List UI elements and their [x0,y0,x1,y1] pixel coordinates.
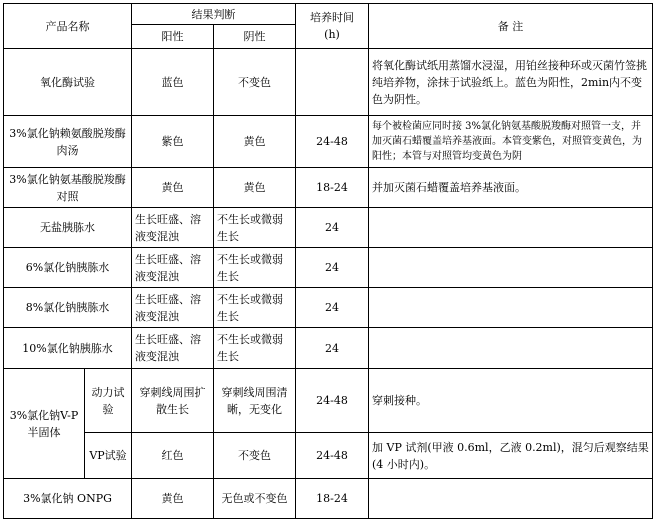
product-name: 氧化酶试验 [4,49,132,116]
positive-result: 黄色 [132,168,214,208]
table-row [4,288,653,328]
product-name: 10%氯化钠胰胨水 [4,328,132,369]
table-row [4,479,653,519]
negative-result: 黄色 [214,168,296,208]
negative-result: 不变色 [214,49,296,116]
incubation-time [296,49,369,116]
positive-result: 红色 [132,433,214,479]
incubation-time: 18-24 [296,168,369,208]
header-time-line2: (h) [324,28,340,41]
note: 穿刺接种。 [369,369,653,433]
note [369,208,653,248]
note [369,328,653,369]
product-name: 无盐胰胨水 [4,208,132,248]
product-name: 3%氯化钠氨基酸脱羧酶对照 [4,168,132,208]
incubation-time: 24-48 [296,369,369,433]
incubation-time: 24-48 [296,433,369,479]
negative-result: 黄色 [214,116,296,168]
negative-result: 不生长或微弱生长 [214,288,296,328]
negative-result: 不变色 [214,433,296,479]
product-name: 8%氯化钠胰胨水 [4,288,132,328]
incubation-time: 24 [296,248,369,288]
positive-result: 黄色 [132,479,214,519]
table-row [4,433,653,479]
negative-result: 穿刺线周围清晰，无变化 [214,369,296,433]
header-time-line1: 培养时间 [310,11,354,24]
header-time [296,4,369,49]
positive-result: 蓝色 [132,49,214,116]
note: 每个被检菌应同时接 3%氯化钠氨基酸脱羧酶对照管一支，并加灭菌石蜡覆盖培养基液面。本管变紫色，对照管变黄色，为阳性；本管与对照管均变黄色为阴 [369,116,653,168]
product-name: 3%氯化钠V-P半固体 [4,369,85,479]
header-positive: 阳性 [132,25,214,49]
header-row [4,4,653,25]
incubation-time: 18-24 [296,479,369,519]
incubation-time: 24 [296,328,369,369]
positive-result: 生长旺盛、溶液变混浊 [132,328,214,369]
note: 将氧化酶试纸用蒸馏水浸湿，用铂丝接种环或灭菌竹签挑纯培养物，涂抹于试验纸上。蓝色为阳性，2min内不变色为阴性。 [369,49,653,116]
table-row [4,248,653,288]
table-row [4,49,653,116]
sub-test-name: VP试验 [85,433,132,479]
header-result: 结果判断 [132,4,296,25]
incubation-time: 24 [296,208,369,248]
note: 并加灭菌石蜡覆盖培养基液面。 [369,168,653,208]
positive-result: 紫色 [132,116,214,168]
note [369,479,653,519]
note [369,288,653,328]
negative-result: 无色或不变色 [214,479,296,519]
note [369,248,653,288]
positive-result: 生长旺盛、溶液变混浊 [132,288,214,328]
table-row [4,328,653,369]
positive-result: 穿刺线周围扩散生长 [132,369,214,433]
table-row [4,369,653,433]
negative-result: 不生长或微弱生长 [214,328,296,369]
product-name: 3%氯化钠 ONPG [4,479,132,519]
header-product: 产品名称 [4,4,132,49]
note: 加 VP 试剂(甲液 0.6ml，乙液 0.2ml)，混匀后观察结果(4 小时内)。 [369,433,653,479]
table-row [4,208,653,248]
product-name: 6%氯化钠胰胨水 [4,248,132,288]
test-results-table [3,3,653,519]
positive-result: 生长旺盛、溶液变混浊 [132,248,214,288]
positive-result: 生长旺盛、溶液变混浊 [132,208,214,248]
sub-test-name: 动力试验 [85,369,132,433]
incubation-time: 24-48 [296,116,369,168]
header-negative: 阴性 [214,25,296,49]
product-name: 3%氯化钠赖氨酸脱羧酶肉汤 [4,116,132,168]
table-row [4,116,653,168]
negative-result: 不生长或微弱生长 [214,248,296,288]
table-row [4,168,653,208]
incubation-time: 24 [296,288,369,328]
header-note: 备 注 [369,4,653,49]
negative-result: 不生长或微弱生长 [214,208,296,248]
